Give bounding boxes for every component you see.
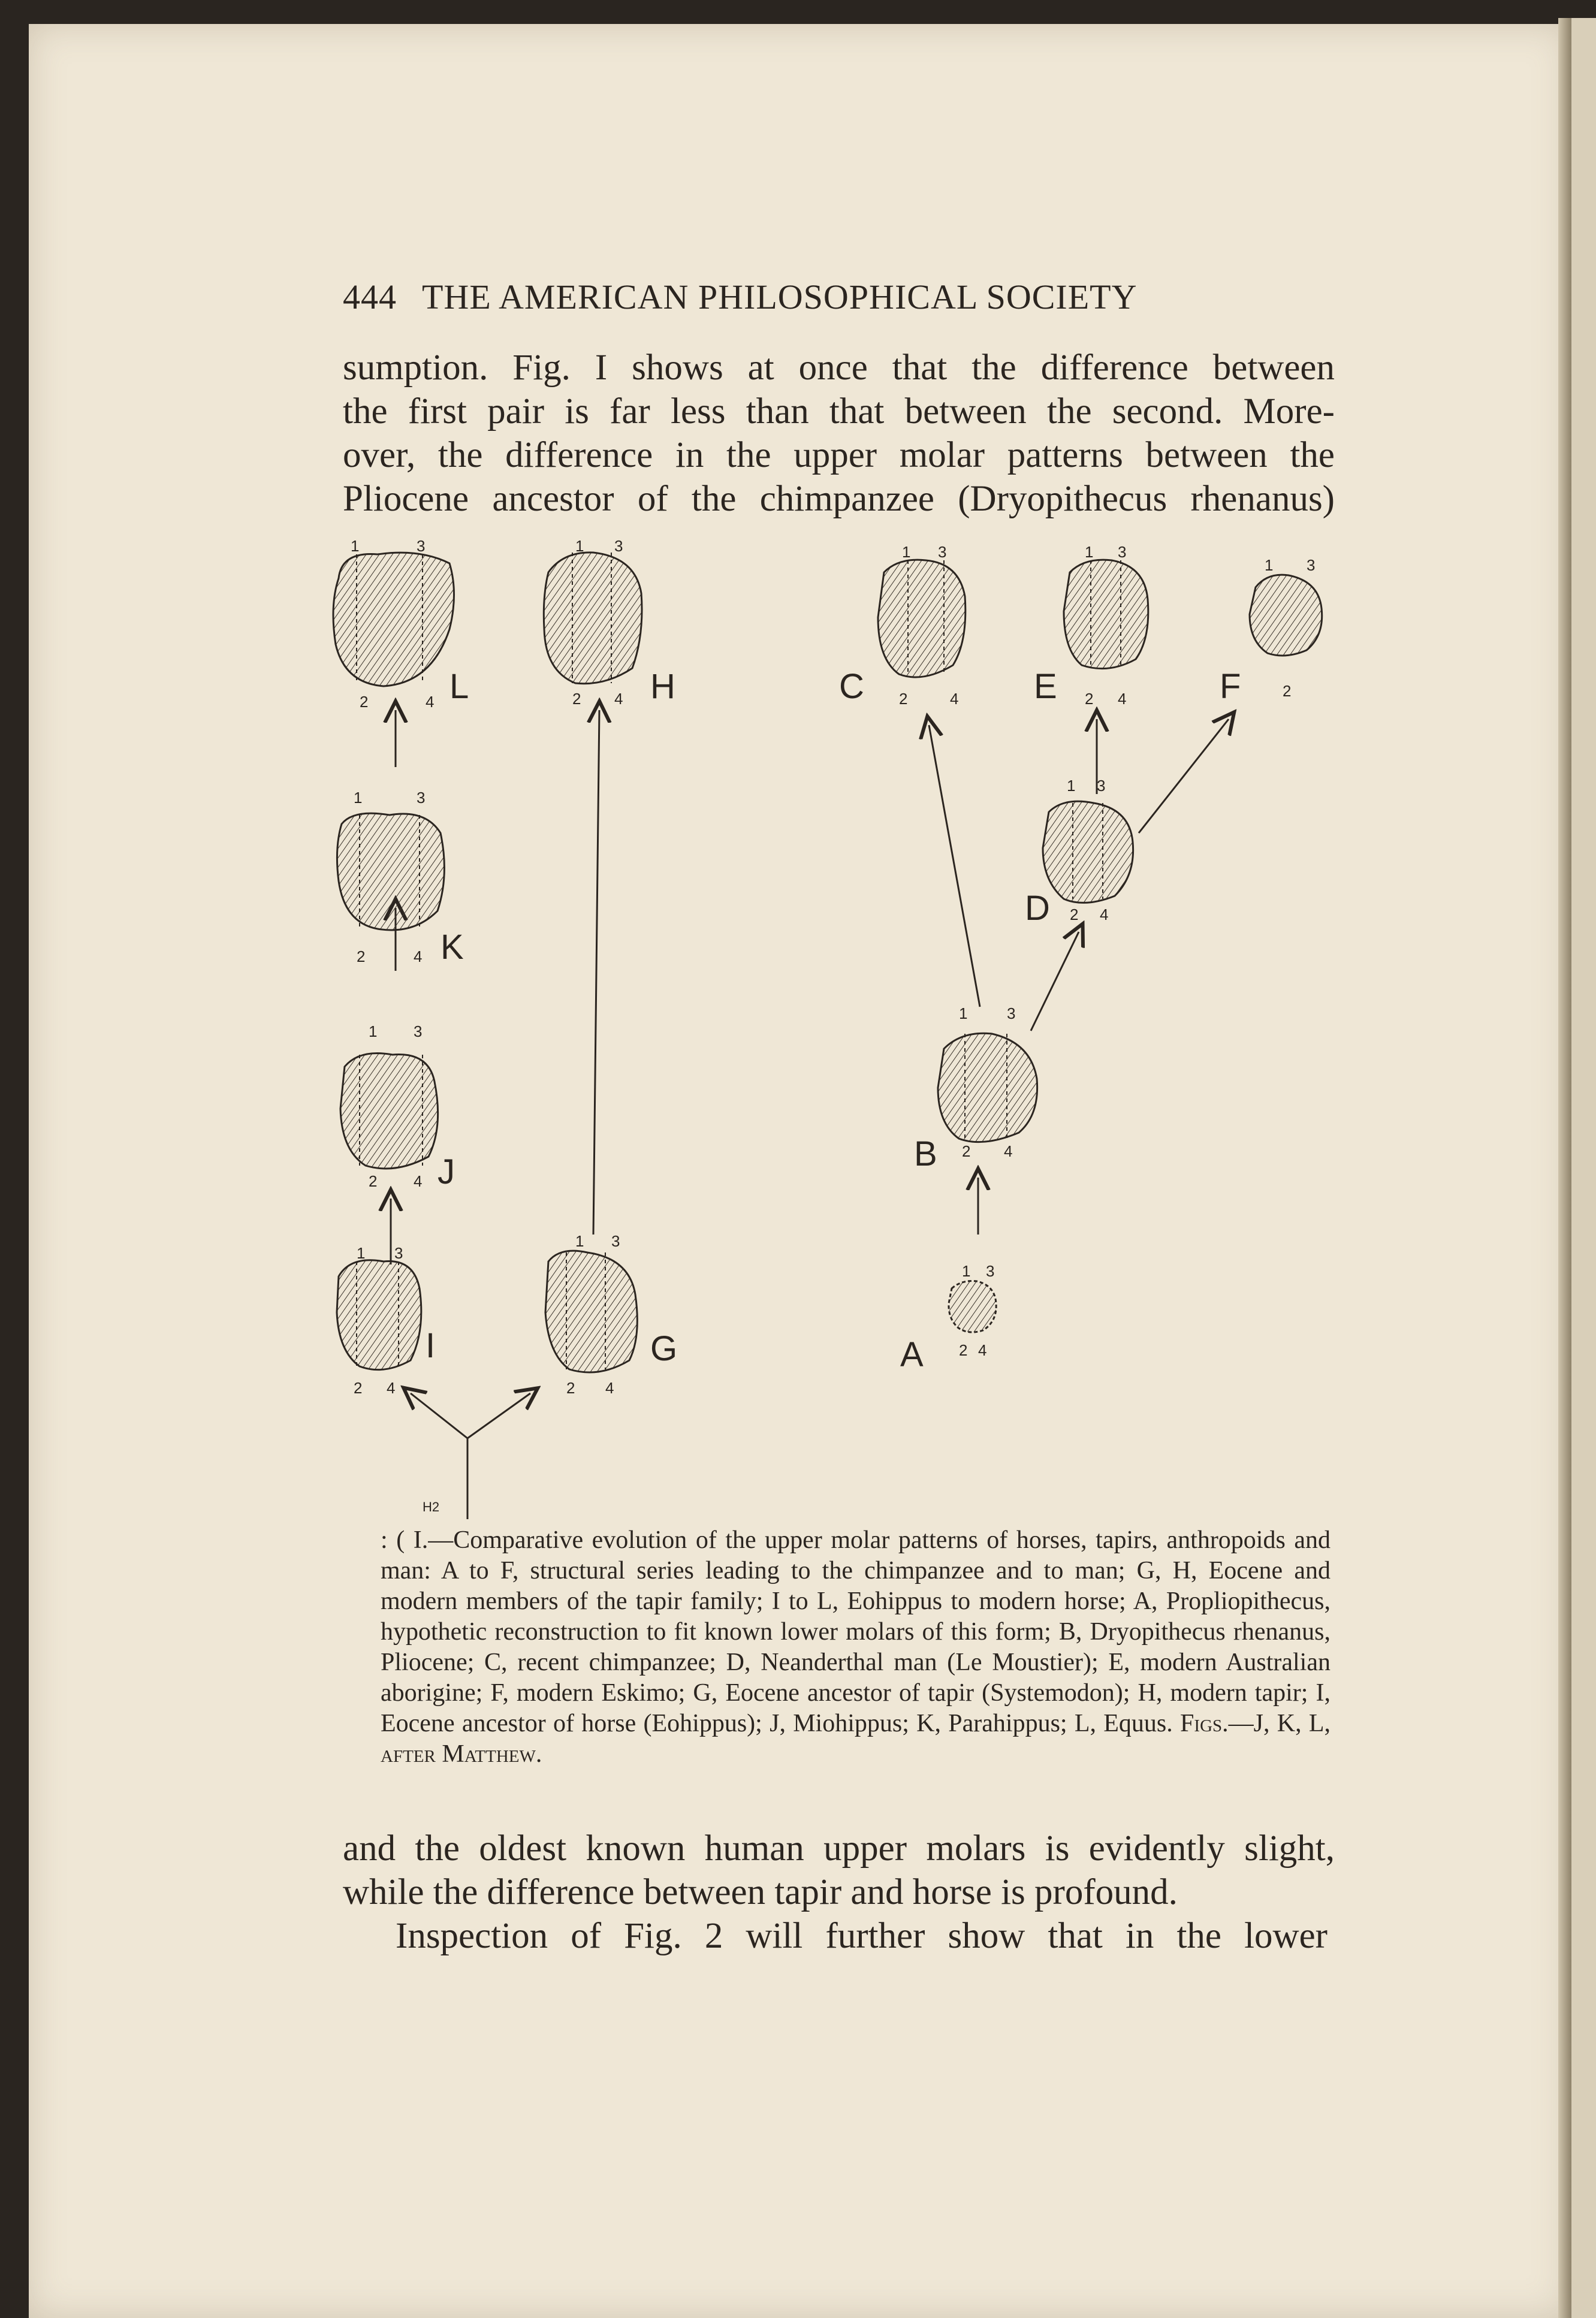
cusp-l-4: 4	[426, 693, 435, 711]
figure-caption	[381, 1525, 1330, 1770]
cusp-j-2: 2	[369, 1172, 378, 1190]
molar-evolution-figure	[324, 539, 1366, 1534]
cusp-k-1: 1	[354, 789, 363, 807]
cusp-i-4: 4	[387, 1379, 396, 1397]
cusp-a-4: 4	[978, 1341, 987, 1359]
label-b: B	[914, 1134, 937, 1173]
cusp-a-1: 1	[962, 1262, 971, 1280]
molar-g	[545, 1251, 637, 1372]
cusp-i-2: 2	[354, 1379, 363, 1397]
cusp-l-2: 2	[360, 693, 369, 711]
molar-k	[337, 813, 444, 930]
cusp-b-2: 2	[962, 1142, 971, 1160]
cusp-f-1: 1	[1265, 556, 1274, 574]
paragraph-bottom-line-1: and the oldest known human upper molars is evidently slight,	[343, 1828, 1335, 1869]
arrow-g-to-h	[593, 710, 599, 1235]
next-page-edge	[1569, 18, 1596, 2318]
molar-j	[340, 1054, 438, 1169]
cusp-e-3: 3	[1118, 543, 1127, 561]
cusp-c-2: 2	[899, 690, 908, 708]
cusp-c-4: 4	[950, 690, 959, 708]
cusp-l-1: 1	[351, 539, 360, 555]
cusp-b-1: 1	[959, 1004, 968, 1022]
arrow-b-to-d	[1031, 932, 1079, 1031]
cusp-h-2: 2	[572, 690, 581, 708]
cusp-e-1: 1	[1085, 543, 1094, 561]
cusp-i-1: 1	[357, 1244, 366, 1262]
cusp-h-4: 4	[614, 690, 623, 708]
cusp-h-1: 1	[575, 539, 584, 555]
molar-e	[1064, 560, 1148, 668]
cusp-k-2: 2	[357, 947, 366, 965]
caption-fig-label: : ( I.	[381, 1526, 429, 1554]
cusp-e-2: 2	[1085, 690, 1094, 708]
cusp-j-4: 4	[414, 1172, 423, 1190]
paragraph-bottom-line-2: while the difference between tapir and horse is profound.	[343, 1872, 1178, 1912]
cusp-c-3: 3	[938, 543, 947, 561]
label-l: L	[449, 667, 469, 706]
cusp-d-2: 2	[1070, 906, 1079, 923]
cusp-c-1: 1	[902, 543, 911, 561]
molar-a	[949, 1281, 996, 1333]
cusp-j-1: 1	[369, 1022, 378, 1040]
label-h: H	[650, 667, 675, 706]
molar-d	[1043, 801, 1133, 903]
paragraph-top-line-1: sumption. Fig. I shows at once that the difference between	[343, 348, 1335, 388]
cusp-k-3: 3	[417, 789, 426, 807]
label-a: A	[900, 1335, 924, 1374]
cusp-d-4: 4	[1100, 906, 1109, 923]
paragraph-top-line-3: over, the difference in the upper molar patterns between the	[343, 435, 1335, 475]
label-k: K	[441, 928, 464, 967]
molar-i	[337, 1260, 421, 1370]
molar-h	[544, 553, 642, 684]
molar-c	[878, 560, 966, 677]
cusp-b-4: 4	[1004, 1142, 1013, 1160]
cusp-g-2: 2	[566, 1379, 575, 1397]
label-d: D	[1025, 889, 1050, 928]
label-g: G	[650, 1329, 678, 1368]
cusp-d-3: 3	[1097, 777, 1106, 795]
cusp-k-4: 4	[414, 947, 423, 965]
molar-f	[1250, 575, 1322, 656]
cusp-d-1: 1	[1067, 777, 1076, 795]
page-number: 444	[343, 277, 397, 316]
cusp-a-2: 2	[959, 1341, 968, 1359]
cusp-g-3: 3	[611, 1232, 620, 1250]
label-f: F	[1220, 667, 1241, 706]
paragraph-top-line-2: the first pair is far less than that between the second. More-	[343, 391, 1335, 431]
cusp-i-3: 3	[394, 1244, 403, 1262]
cusp-e-4: 4	[1118, 690, 1127, 708]
branch-to-g	[467, 1393, 530, 1438]
cusp-f-3: 3	[1307, 556, 1316, 574]
cusp-g-1: 1	[575, 1232, 584, 1250]
caption-text: —Comparative evolution of the upper molar patterns of horses, tapirs, anthropoids and man: A to F, structural series leading to the chimpanzee and to man; G, H, Eocene and modern members of the tapir family; I to L, Eohippus to modern horse; A, Propliopithecus, hypothetic reconstruction to fit known lower molars of this form; B, Dryopithecus rhenanus, Pliocene; C, recent chimpanzee; D, Neanderthal man (Le Moustier); E, modern Australian aborigine; F, modern Eskimo; G, Eocene ancestor of tapir (Systemodon); H, modern tapir; I, Eocene ancestor of horse (Eohippus); J, Miohippus; K, Parahippus; L, Equus.	[381, 1526, 1330, 1737]
label-c: C	[839, 667, 864, 706]
running-title: THE AMERICAN PHILOSOPHICAL SOCIETY	[422, 277, 1138, 316]
cusp-j-3: 3	[414, 1022, 423, 1040]
cusp-f-2: 2	[1283, 682, 1292, 700]
caption-credit: Figs.—J, K, L, after Matthew.	[381, 1710, 1330, 1768]
book-spine	[1558, 18, 1571, 2318]
molar-b	[938, 1033, 1037, 1142]
label-i: I	[426, 1326, 436, 1365]
cusp-a-3: 3	[986, 1262, 995, 1280]
cusp-b-3: 3	[1007, 1004, 1016, 1022]
cusp-h-3: 3	[614, 539, 623, 555]
branch-to-i	[411, 1393, 467, 1438]
label-e: E	[1034, 667, 1057, 706]
label-j: J	[438, 1152, 455, 1191]
paragraph-top-line-4: Pliocene ancestor of the chimpanzee (Dryopithecus rhenanus)	[343, 479, 1335, 519]
running-header	[343, 277, 1362, 317]
molar-l	[333, 553, 454, 686]
root-label: H2	[423, 1499, 440, 1514]
cusp-g-4: 4	[605, 1379, 614, 1397]
arrow-b-to-c	[929, 725, 980, 1007]
paragraph-next-line: Inspection of Fig. 2 will further show that in the lower	[396, 1916, 1328, 1956]
cusp-l-3: 3	[417, 539, 426, 555]
arrow-d-to-f	[1139, 719, 1229, 833]
